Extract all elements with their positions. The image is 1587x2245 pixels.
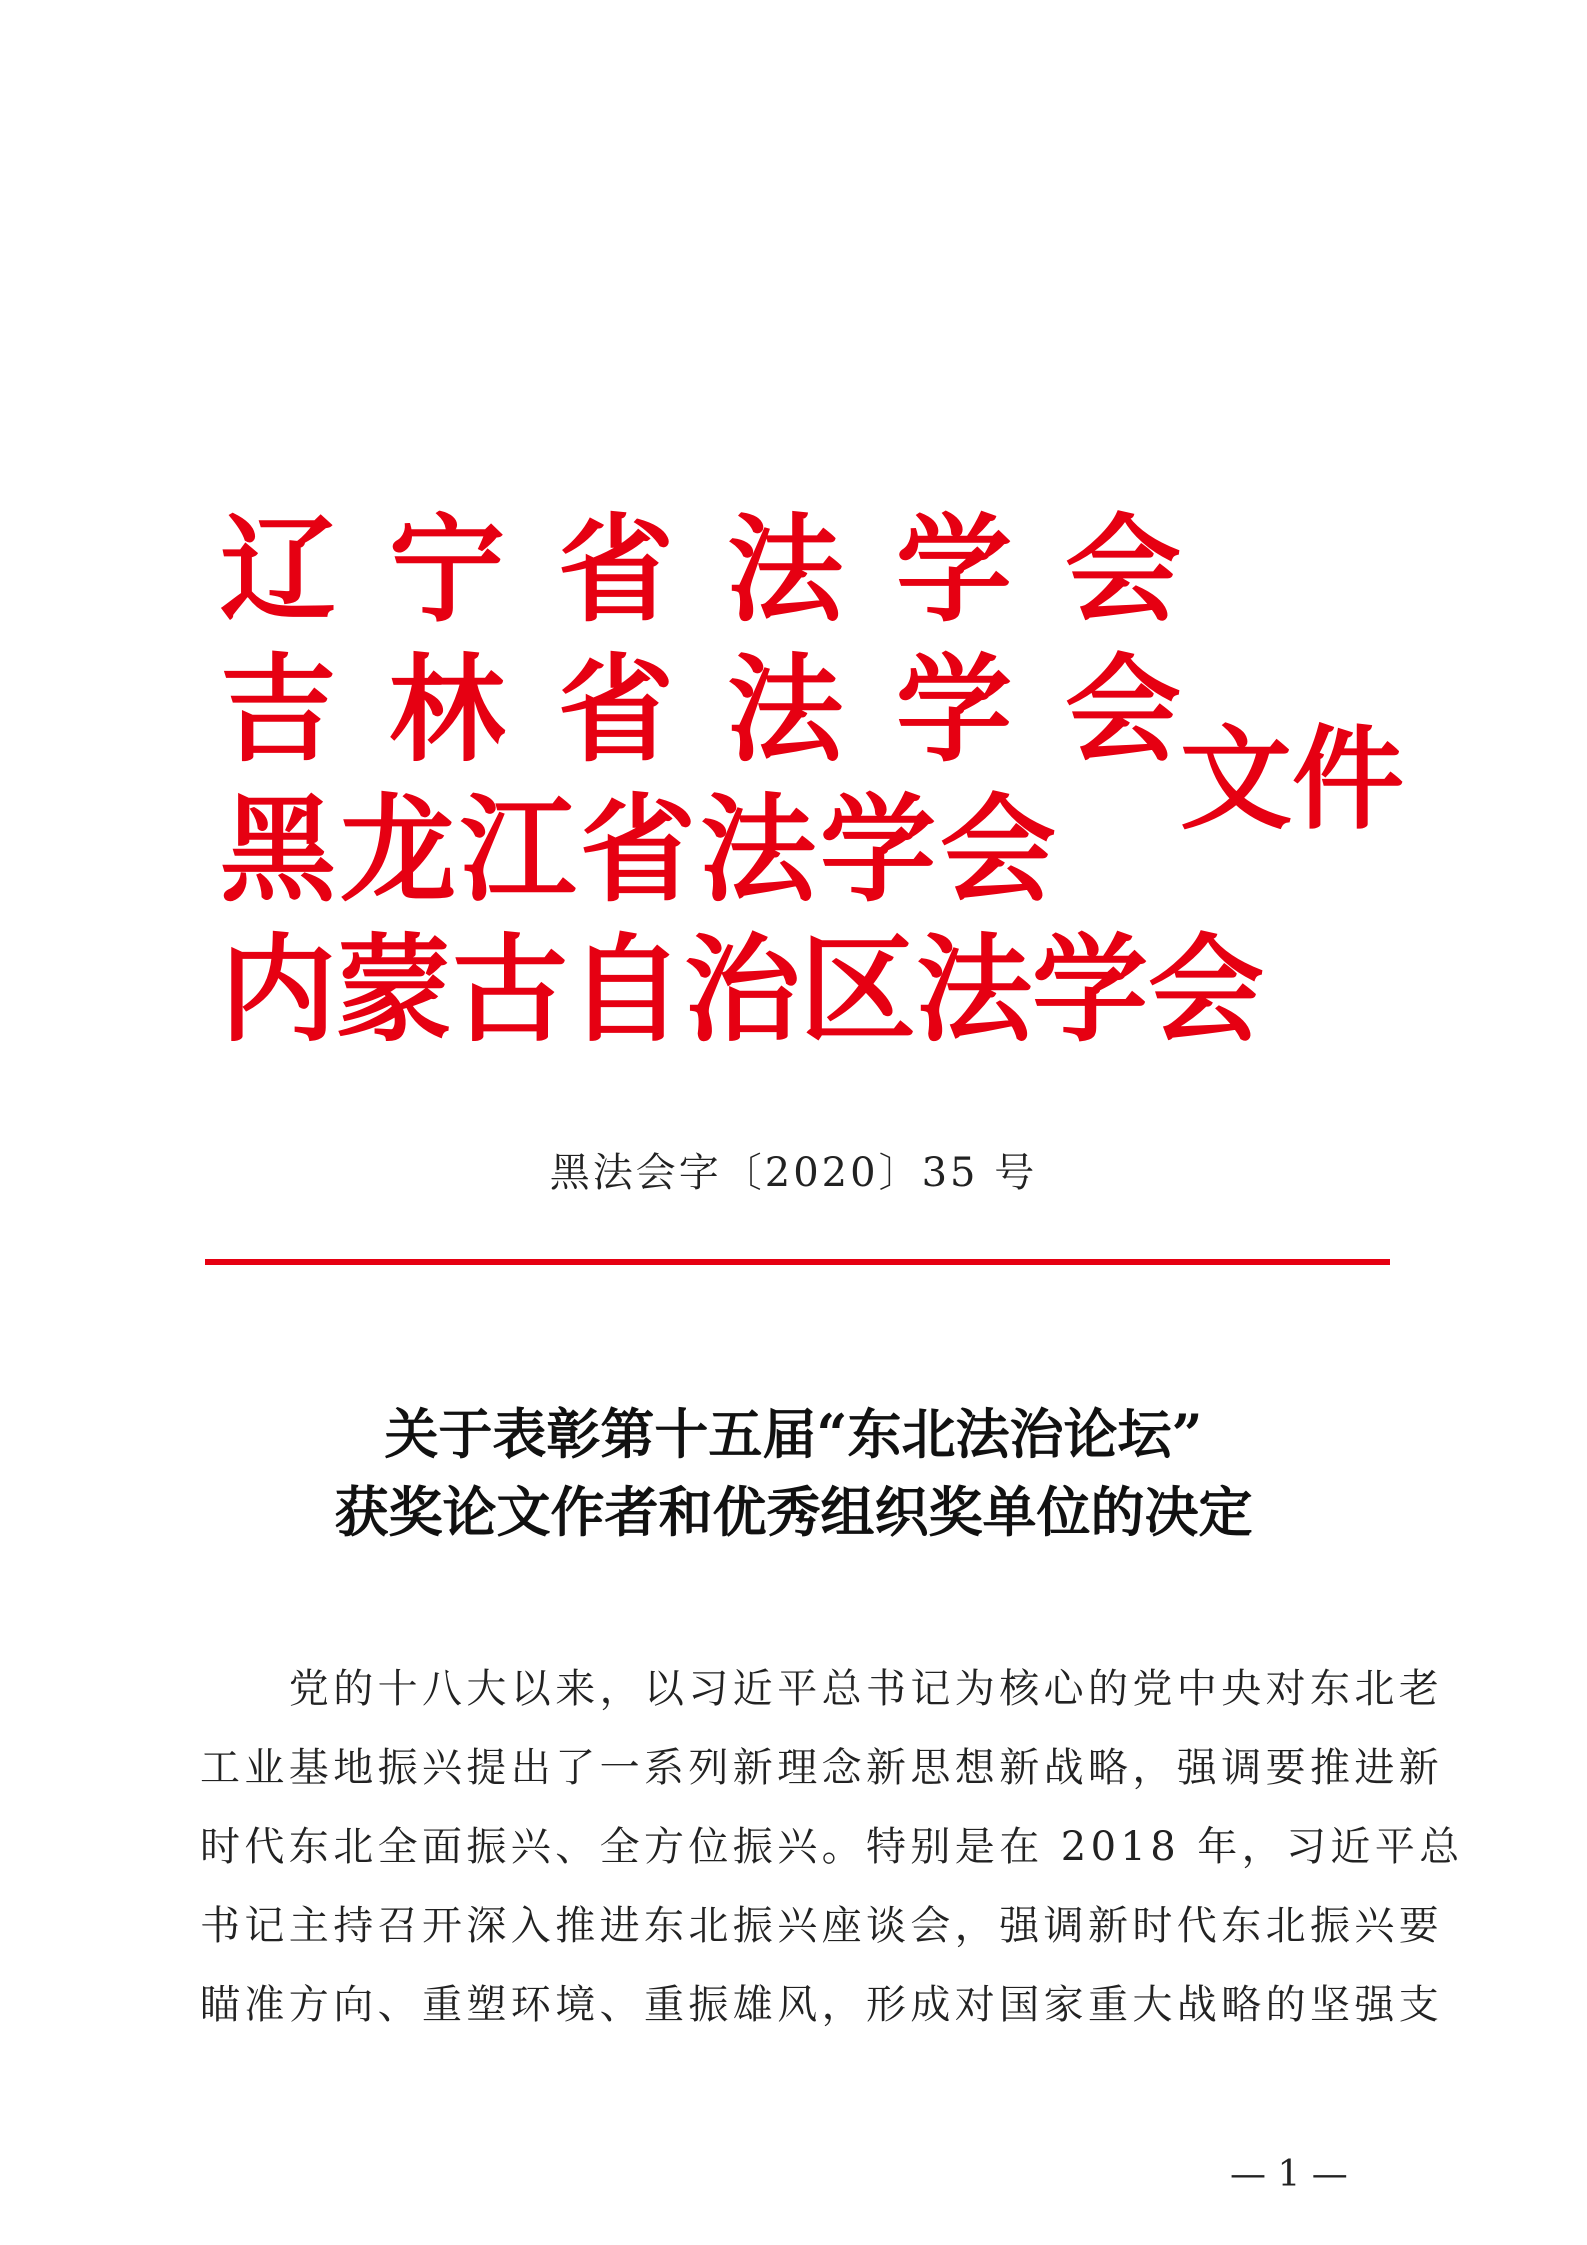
issuer-inner-mongolia: 内蒙古自治区法学会: [220, 922, 1264, 1058]
page-number: — 1 —: [1230, 2154, 1348, 2195]
issuer-heilongjiang: 黑龙江省法学会: [220, 782, 1060, 918]
document-number: 黑法会字〔2020〕35 号: [549, 1150, 1038, 1196]
document-suffix: 文件: [1180, 714, 1404, 845]
body-line: 瞄准方向、重塑环境、重振雄风，形成对国家重大战略的坚强支: [200, 1982, 1444, 2028]
issuer-liaoning: 辽宁省法学会: [220, 502, 1234, 638]
document-title: [0, 1395, 1587, 1551]
body-line: 时代东北全面振兴、全方位振兴。特别是在 2018 年，习近平总: [200, 1824, 1464, 1870]
issuer-header: [220, 502, 1404, 1065]
title-line-2: 获奖论文作者和优秀组织奖单位的决定: [334, 1480, 1253, 1544]
body-line: 党的十八大以来，以习近平总书记为核心的党中央对东北老: [200, 1666, 1444, 1712]
body-paragraph: [200, 1650, 1464, 2045]
body-line: 书记主持召开深入推进东北振兴座谈会，强调新时代东北振兴要: [200, 1903, 1444, 1949]
title-line-1: 关于表彰第十五届“东北法治论坛”: [384, 1402, 1203, 1466]
red-divider: [205, 1259, 1390, 1265]
issuer-jilin: 吉林省法学会: [220, 642, 1234, 778]
body-line: 工业基地振兴提出了一系列新理念新思想新战略，强调要推进新: [200, 1745, 1444, 1791]
